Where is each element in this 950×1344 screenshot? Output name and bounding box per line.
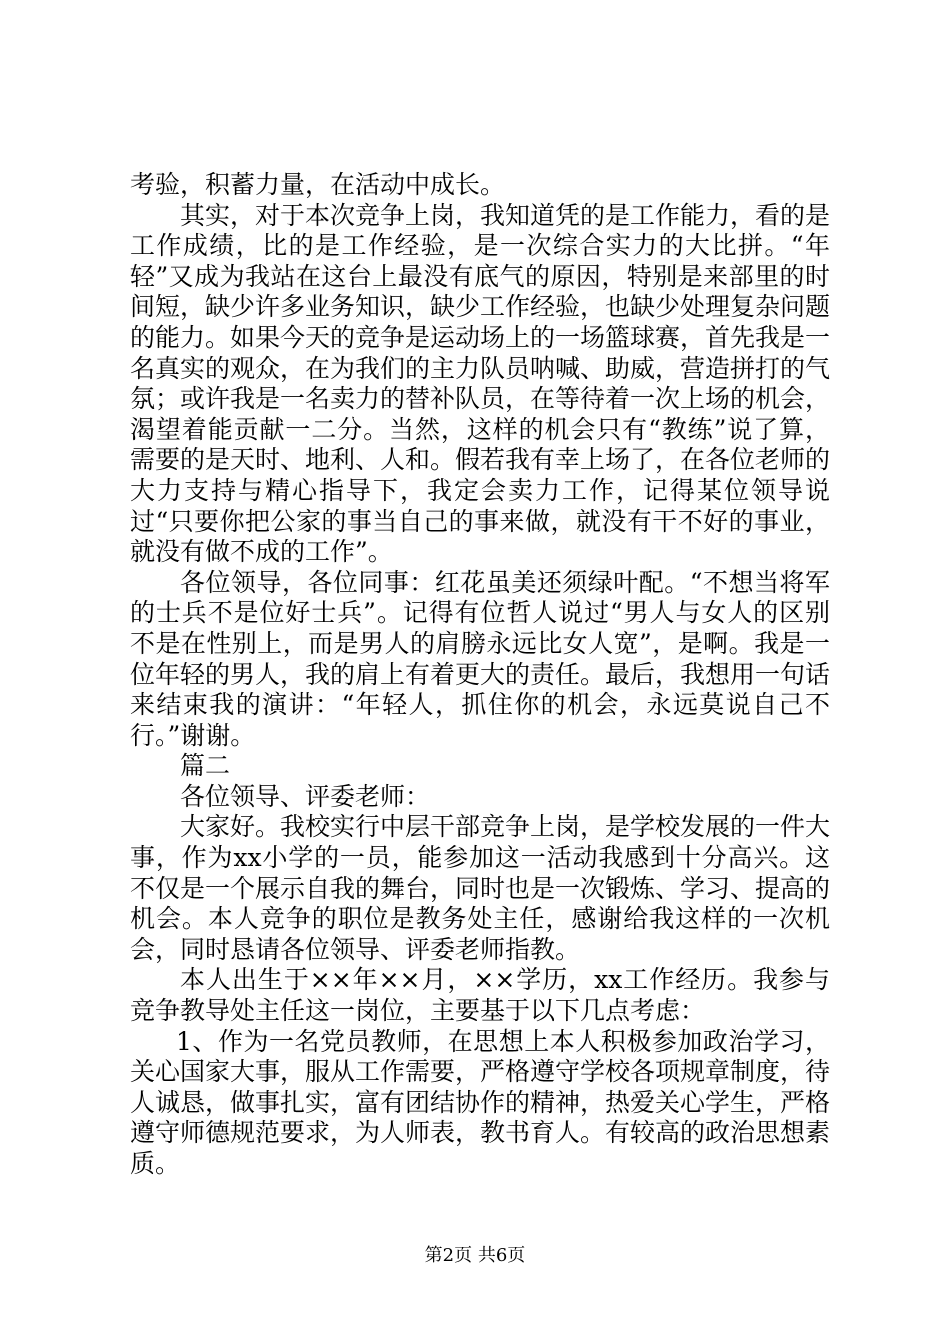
paragraph-continuation: 考验，积蓄力量，在活动中成长。 xyxy=(130,170,506,199)
paragraph-competition: 其实，对于本次竞争上岗，我知道凭的是工作能力，看的是工作成绩，比的是工作经验，是一次综合实力的大比拼。“年轻”又成为我站在这台上最没有底气的原因，特别是来部里的时间短，缺少许多业务知识，缺少工作经验，也缺少处理复杂问题的能力。如果今天的竞争是运动场上的一场篮球赛，首先我是一名真实的观众，在为我们的主力队员呐喊、助威，营造拼打的气氛；或许我是一名卖力的替补队员，在等待着一次上场的机会，渴望着能贡献一二分。当然，这样的机会只有“教练”说了算，需要的是天时、地利、人和。假若我有幸上场了，在各位老师的大力支持与精心指导下，我定会卖力工作，记得某位领导说过“只要你把公家的事当自己的事来做，就没有干不好的事业，就没有做不成的工作”。 xyxy=(130,200,831,567)
section-heading: 篇二 xyxy=(180,751,231,781)
paragraph-greeting: 大家好。我校实行中层干部竞争上岗，是学校发展的一件大事，作为xx小学的一员，能参加这一活动我感到十分高兴。这不仅是一个展示自我的舞台，同时也是一次锻炼、学习、提高的机会。本人竞争的职位是教务处主任，感谢给我这样的一次机会，同时恳请各位领导、评委老师指教。 xyxy=(130,812,831,964)
salutation: 各位领导、评委老师： xyxy=(180,781,431,811)
document-body xyxy=(130,170,830,1180)
paragraph-point-1: 1、作为一名党员教师，在思想上本人积极参加政治学习，关心国家大事，服从工作需要，严格遵守学校各项规章制度，待人诚恳，做事扎实，富有团结协作的精神，热爱关心学生，严格遵守师德规范要求，为人师表，教书育人。有较高的政治思想素质。 xyxy=(130,1026,831,1178)
paragraph-closing: 各位领导，各位同事：红花虽美还须绿叶配。“不想当将军的士兵不是位好士兵”。记得有位哲人说过“男人与女人的区别不是在性别上，而是男人的肩膀永远比女人宽”，是啊。我是一位年轻的男人，我的肩上有着更大的责任。最后，我想用一句话来结束我的演讲：“年轻人，抓住你的机会，永远莫说自己不行。”谢谢。 xyxy=(130,567,831,750)
paragraph-background: 本人出生于××年××月，××学历，xx工作经历。我参与竞争教导处主任这一岗位，主要基于以下几点考虑： xyxy=(130,965,830,1026)
page-footer: 第2页 共6页 xyxy=(424,1245,526,1266)
